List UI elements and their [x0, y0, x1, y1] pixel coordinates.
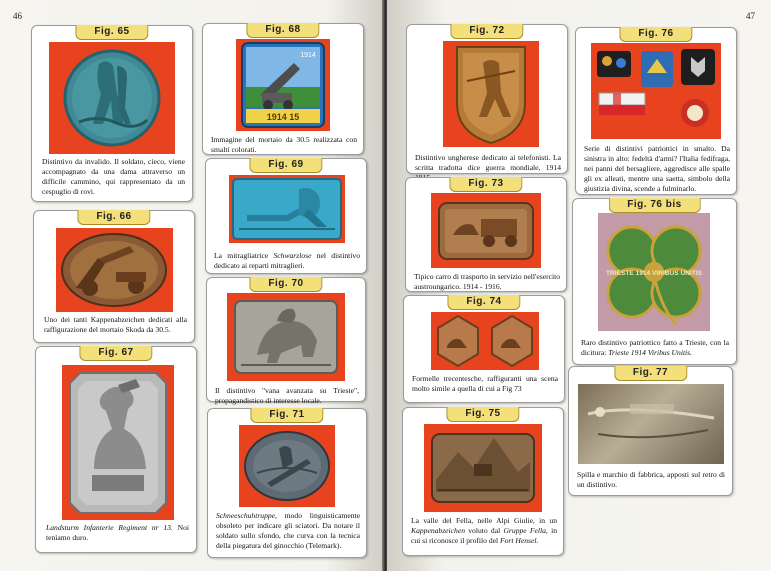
caption-fig-75: [411, 516, 557, 546]
figure-card-74: [403, 295, 565, 403]
photo-fig-65: [49, 42, 175, 154]
caption-fig-71: [216, 511, 360, 551]
caption-fig-66: Uno dei tanti Kappenabzeichen dedicati alla raffigurazione del mortaio Skoda da 30.5.: [44, 315, 187, 334]
figure-label-65: Fig. 65: [75, 25, 148, 40]
photo-fig-72: [443, 41, 539, 147]
caption-fig-67-italic: Landsturm Infanterie Regiment nr 13.: [46, 523, 173, 532]
caption-fig-71-italic: Schneeschuhtruppe,: [216, 511, 277, 520]
photo-fig-76: [591, 43, 721, 139]
caption-fig-75-mid-2: in cui si riconosce il profilo del: [411, 526, 558, 545]
figure-card-68: [202, 23, 364, 155]
photo-fig-70: [227, 293, 345, 381]
badge-fig-76-bis-text: TRIESTE 1914 VIRIBUS UNITIS: [606, 271, 702, 277]
figure-card-70: [206, 277, 366, 405]
caption-fig-69: [214, 251, 360, 271]
figure-card-66: [33, 210, 195, 343]
caption-fig-75-italic-3: Fort Hensel.: [500, 536, 539, 545]
caption-fig-76-bis-pre: Raro distintivo patriottico fatto a Trieste, con la dicitura:: [581, 338, 729, 357]
caption-fig-76-bis-italic: Trieste 1914 Viribus Unitis.: [608, 348, 693, 357]
figure-card-76-bis: [572, 198, 737, 365]
badge-fig-68-text-top: 1914: [300, 52, 316, 59]
caption-fig-71-text: modo linguisticamente obsoleto per indicare gli sciatori. Da notare il soldato sullo sfondo, che curva con la tecnica della piegatura del ginocchio (Telemark).: [216, 511, 360, 550]
figure-card-72: [406, 24, 568, 174]
figure-label-72: Fig. 72: [450, 24, 523, 39]
caption-fig-74: Formelle trecentesche, raffiguranti una scena molto simile a quella di cui a Fig 73: [412, 374, 558, 393]
caption-fig-76: Serie di distintivi patriottici in smalto. Da sinistra in alto: fedeltà d'armi? l'Italia fedifraga, nei panni del bersagliere, aggredisce alle spalle gli ex alleati, mentre una saetta, simbolo della giustizia divina, scende a fulminarlo.: [584, 144, 730, 193]
figure-card-65: [31, 25, 193, 202]
caption-fig-67-text: Noi teniamo duro.: [46, 523, 189, 542]
figure-label-75: Fig. 75: [446, 407, 519, 422]
caption-fig-75-mid: voluto dal: [465, 526, 504, 535]
caption-fig-65: Distintivo da invalido. Il soldato, cieco, viene accompagnato da una dama attraverso un difficile cammino, qui rappresentato da un cespuglio di rovi.: [42, 157, 185, 196]
caption-fig-75-italic-1: Kappenabzeichen: [411, 526, 465, 535]
right-page: [387, 0, 771, 571]
photo-fig-69: [229, 175, 345, 243]
figure-card-75: [402, 407, 564, 556]
caption-fig-70: Il distintivo "vana avanzata su Trieste", propagandistico di interesse locale.: [215, 386, 359, 405]
photo-fig-71: [239, 425, 335, 507]
caption-fig-69-pre: La mitragliatrice: [214, 251, 274, 260]
page-number-right: 47: [746, 11, 755, 21]
photo-fig-67: [62, 365, 174, 520]
caption-fig-72: Distintivo ungherese dedicato ai telefonisti. La scritta tradotta dice guerra mondiale, 1914: [415, 153, 561, 172]
figure-label-73: Fig. 73: [449, 177, 522, 192]
figure-label-77: Fig. 77: [614, 366, 687, 381]
figure-label-71: Fig. 71: [250, 408, 323, 423]
caption-fig-77: Spilla e marchio di fabbrica, apposti sul retro di un distintivo.: [577, 470, 725, 489]
photo-fig-66: [56, 228, 173, 312]
photo-fig-76-bis: [598, 213, 710, 331]
caption-fig-76-bis: [581, 338, 729, 358]
figure-card-73: [405, 177, 567, 292]
caption-fig-75-italic-2: Gruppe Fella,: [503, 526, 548, 535]
figure-card-71: [207, 408, 367, 558]
figure-label-67: Fig. 67: [79, 346, 152, 361]
photo-fig-77: [578, 384, 724, 464]
badge-fig-68-text-bottom: 1914 15: [266, 112, 300, 122]
figure-label-70: Fig. 70: [249, 277, 322, 292]
photo-fig-75: [424, 424, 542, 512]
figure-label-68: Fig. 68: [246, 23, 319, 38]
page-number-left: 46: [13, 11, 22, 21]
figure-label-69: Fig. 69: [249, 158, 322, 173]
caption-fig-68: Immagine del mortaio da 30.5 realizzata con smalti colorati.: [211, 135, 357, 154]
caption-fig-75-pre: La valle del Fella, nelle Alpi Giulie, in un: [411, 516, 557, 525]
figure-label-76: Fig. 76: [619, 27, 692, 42]
caption-fig-69-post: nel distintivo dedicato ai reparti mitraglieri.: [214, 251, 360, 270]
figure-label-66: Fig. 66: [77, 210, 150, 225]
figure-card-67: [35, 346, 197, 553]
photo-fig-73: [431, 193, 541, 268]
caption-fig-67: [46, 523, 189, 543]
figure-label-74: Fig. 74: [447, 295, 520, 310]
figure-card-76: [575, 27, 737, 195]
photo-fig-74: [431, 312, 539, 370]
figure-card-69: [205, 158, 367, 274]
figure-card-77: [568, 366, 733, 496]
caption-fig-73: Tipico carro di trasporto in servizio nell'esercito austroungarico. 1914 - 1916.: [414, 272, 560, 291]
photo-fig-68: [236, 39, 330, 131]
figure-label-76-bis: Fig. 76 bis: [608, 198, 700, 213]
caption-fig-69-italic: Schwarzlose: [273, 251, 312, 260]
left-page: [0, 0, 384, 571]
